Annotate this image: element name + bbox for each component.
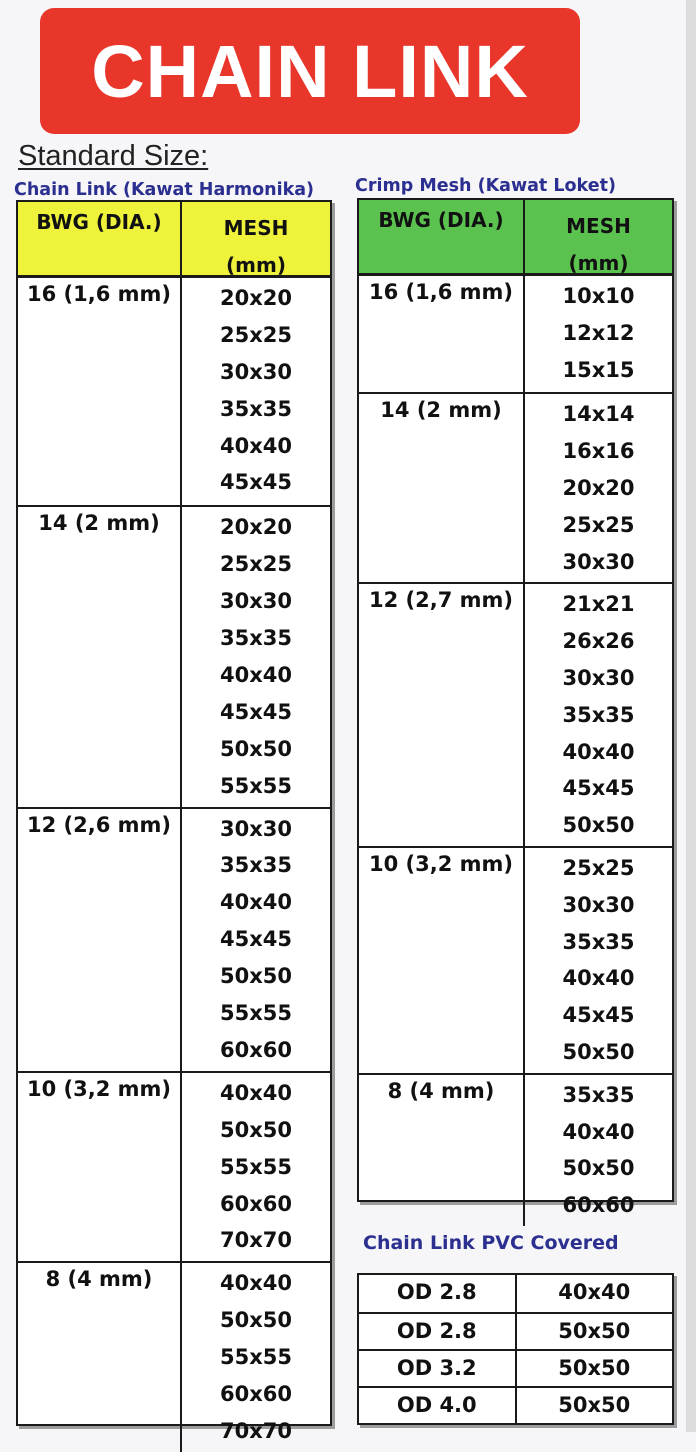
mesh-cell <box>182 1073 330 1262</box>
mesh-value: 45x45 <box>220 927 292 952</box>
mesh-cell <box>525 394 672 582</box>
pvc-row <box>359 1275 672 1312</box>
bwg-cell: 14 (2 mm) <box>18 507 182 806</box>
header-bwg: BWG (DIA.) <box>18 202 182 275</box>
pvc-mesh-cell: 40x40 <box>558 1280 631 1304</box>
table-header <box>359 200 672 276</box>
bwg-group <box>359 276 672 392</box>
mesh-value: 20x20 <box>220 286 292 310</box>
header-mesh <box>182 202 330 275</box>
mesh-value: 50x50 <box>562 1039 635 1064</box>
pvc-od-cell: OD 3.2 <box>359 1351 517 1386</box>
mesh-value: 20x20 <box>220 515 292 540</box>
mesh-value: 35x35 <box>562 929 635 954</box>
bwg-cell: 12 (2,6 mm) <box>18 809 182 1071</box>
mesh-value: 50x50 <box>220 1308 292 1333</box>
mesh-value: 55x55 <box>220 1001 292 1026</box>
standard-size-label: Standard Size: <box>18 140 209 172</box>
mesh-value: 55x55 <box>220 1154 292 1179</box>
crimp-mesh-table <box>357 198 674 1218</box>
mesh-value: 35x35 <box>562 702 635 727</box>
header-mesh <box>525 200 672 273</box>
mesh-value: 40x40 <box>220 433 292 458</box>
mesh-value: 35x35 <box>562 1082 635 1107</box>
header-mesh-line1: MESH <box>223 216 289 240</box>
bwg-cell: 8 (4 mm) <box>18 1263 182 1452</box>
header-bwg: BWG (DIA.) <box>359 200 525 273</box>
title-banner <box>40 8 580 134</box>
mesh-value: 16x16 <box>562 439 635 464</box>
bwg-cell: 16 (1,6 mm) <box>359 276 525 392</box>
mesh-value: 40x40 <box>220 662 292 687</box>
pvc-row <box>359 1349 672 1386</box>
mesh-cell <box>182 1263 330 1452</box>
mesh-value: 55x55 <box>220 1345 292 1370</box>
mesh-value: 60x60 <box>220 1037 292 1062</box>
mesh-value: 35x35 <box>220 626 292 651</box>
bwg-group <box>359 846 672 1073</box>
pvc-row <box>359 1312 672 1349</box>
page-title: CHAIN LINK <box>91 29 529 113</box>
mesh-value: 12x12 <box>562 320 635 345</box>
pvc-covered-table <box>357 1273 674 1425</box>
mesh-cell <box>182 278 330 505</box>
mesh-value: 40x40 <box>220 1080 292 1105</box>
bwg-group <box>18 278 330 505</box>
mesh-value: 20x20 <box>562 475 635 500</box>
mesh-value: 45x45 <box>562 1003 635 1028</box>
mesh-value: 45x45 <box>220 470 292 495</box>
mesh-value: 25x25 <box>562 512 635 537</box>
mesh-value: 50x50 <box>562 813 635 838</box>
mesh-value: 21x21 <box>562 592 635 617</box>
mesh-value: 40x40 <box>562 739 635 764</box>
mesh-value: 45x45 <box>562 776 635 801</box>
mesh-cell <box>525 276 672 392</box>
header-mesh-line1: MESH <box>566 214 631 238</box>
mesh-cell <box>525 848 672 1073</box>
mesh-value: 30x30 <box>562 665 635 690</box>
mesh-cell <box>525 1075 672 1226</box>
pvc-od-cell: OD 4.0 <box>359 1388 517 1423</box>
bwg-cell: 8 (4 mm) <box>359 1075 525 1226</box>
mesh-cell <box>525 584 672 846</box>
bwg-group <box>18 1261 330 1452</box>
mesh-value: 40x40 <box>562 966 635 991</box>
chain-link-table <box>16 200 332 1443</box>
mesh-value: 15x15 <box>562 357 635 382</box>
mesh-value: 45x45 <box>220 699 292 724</box>
mesh-value: 30x30 <box>220 589 292 614</box>
mesh-value: 25x25 <box>220 552 292 577</box>
mesh-value: 50x50 <box>220 1117 292 1142</box>
pvc-mesh-cell: 50x50 <box>558 1319 631 1343</box>
bwg-cell: 14 (2 mm) <box>359 394 525 582</box>
header-mesh-unit: (mm) <box>568 251 629 275</box>
page-edge <box>686 0 696 1432</box>
pvc-table-title: Chain Link PVC Covered <box>363 1232 619 1254</box>
mesh-value: 55x55 <box>220 773 292 798</box>
bwg-group <box>359 1073 672 1226</box>
crimp-mesh-table-title: Crimp Mesh (Kawat Loket) <box>355 176 616 196</box>
mesh-value: 60x60 <box>220 1191 292 1216</box>
bwg-cell: 10 (3,2 mm) <box>18 1073 182 1262</box>
mesh-value: 25x25 <box>562 856 635 880</box>
mesh-value: 40x40 <box>220 890 292 915</box>
mesh-value: 70x70 <box>220 1228 292 1253</box>
bwg-group <box>18 1071 330 1262</box>
bwg-group <box>359 392 672 582</box>
mesh-cell <box>182 809 330 1071</box>
pvc-mesh-cell: 50x50 <box>558 1356 631 1380</box>
mesh-value: 50x50 <box>220 736 292 761</box>
mesh-value: 10x10 <box>562 284 635 308</box>
mesh-value: 30x30 <box>562 892 635 917</box>
header-mesh-unit: (mm) <box>226 253 286 277</box>
mesh-value: 30x30 <box>562 549 635 574</box>
bwg-group <box>359 582 672 846</box>
mesh-cell <box>182 507 330 806</box>
mesh-value: 25x25 <box>220 322 292 347</box>
pvc-row <box>359 1386 672 1423</box>
mesh-value: 14x14 <box>562 402 635 427</box>
bwg-cell: 10 (3,2 mm) <box>359 848 525 1073</box>
mesh-value: 26x26 <box>562 629 635 654</box>
mesh-value: 60x60 <box>562 1193 635 1218</box>
mesh-value: 30x30 <box>220 359 292 384</box>
mesh-value: 30x30 <box>220 816 292 841</box>
mesh-value: 50x50 <box>562 1156 635 1181</box>
mesh-value: 40x40 <box>220 1271 292 1296</box>
mesh-value: 70x70 <box>220 1418 292 1443</box>
bwg-group <box>18 807 330 1071</box>
pvc-od-cell: OD 2.8 <box>359 1275 517 1312</box>
bwg-cell: 16 (1,6 mm) <box>18 278 182 505</box>
mesh-value: 50x50 <box>220 964 292 989</box>
bwg-cell: 12 (2,7 mm) <box>359 584 525 846</box>
bwg-group <box>18 505 330 806</box>
table-header <box>18 202 330 278</box>
mesh-value: 35x35 <box>220 853 292 878</box>
pvc-mesh-cell: 50x50 <box>558 1393 631 1417</box>
mesh-value: 35x35 <box>220 396 292 421</box>
mesh-value: 60x60 <box>220 1382 292 1407</box>
mesh-value: 40x40 <box>562 1119 635 1144</box>
pvc-od-cell: OD 2.8 <box>359 1314 517 1349</box>
chain-link-table-title: Chain Link (Kawat Harmonika) <box>14 180 315 200</box>
